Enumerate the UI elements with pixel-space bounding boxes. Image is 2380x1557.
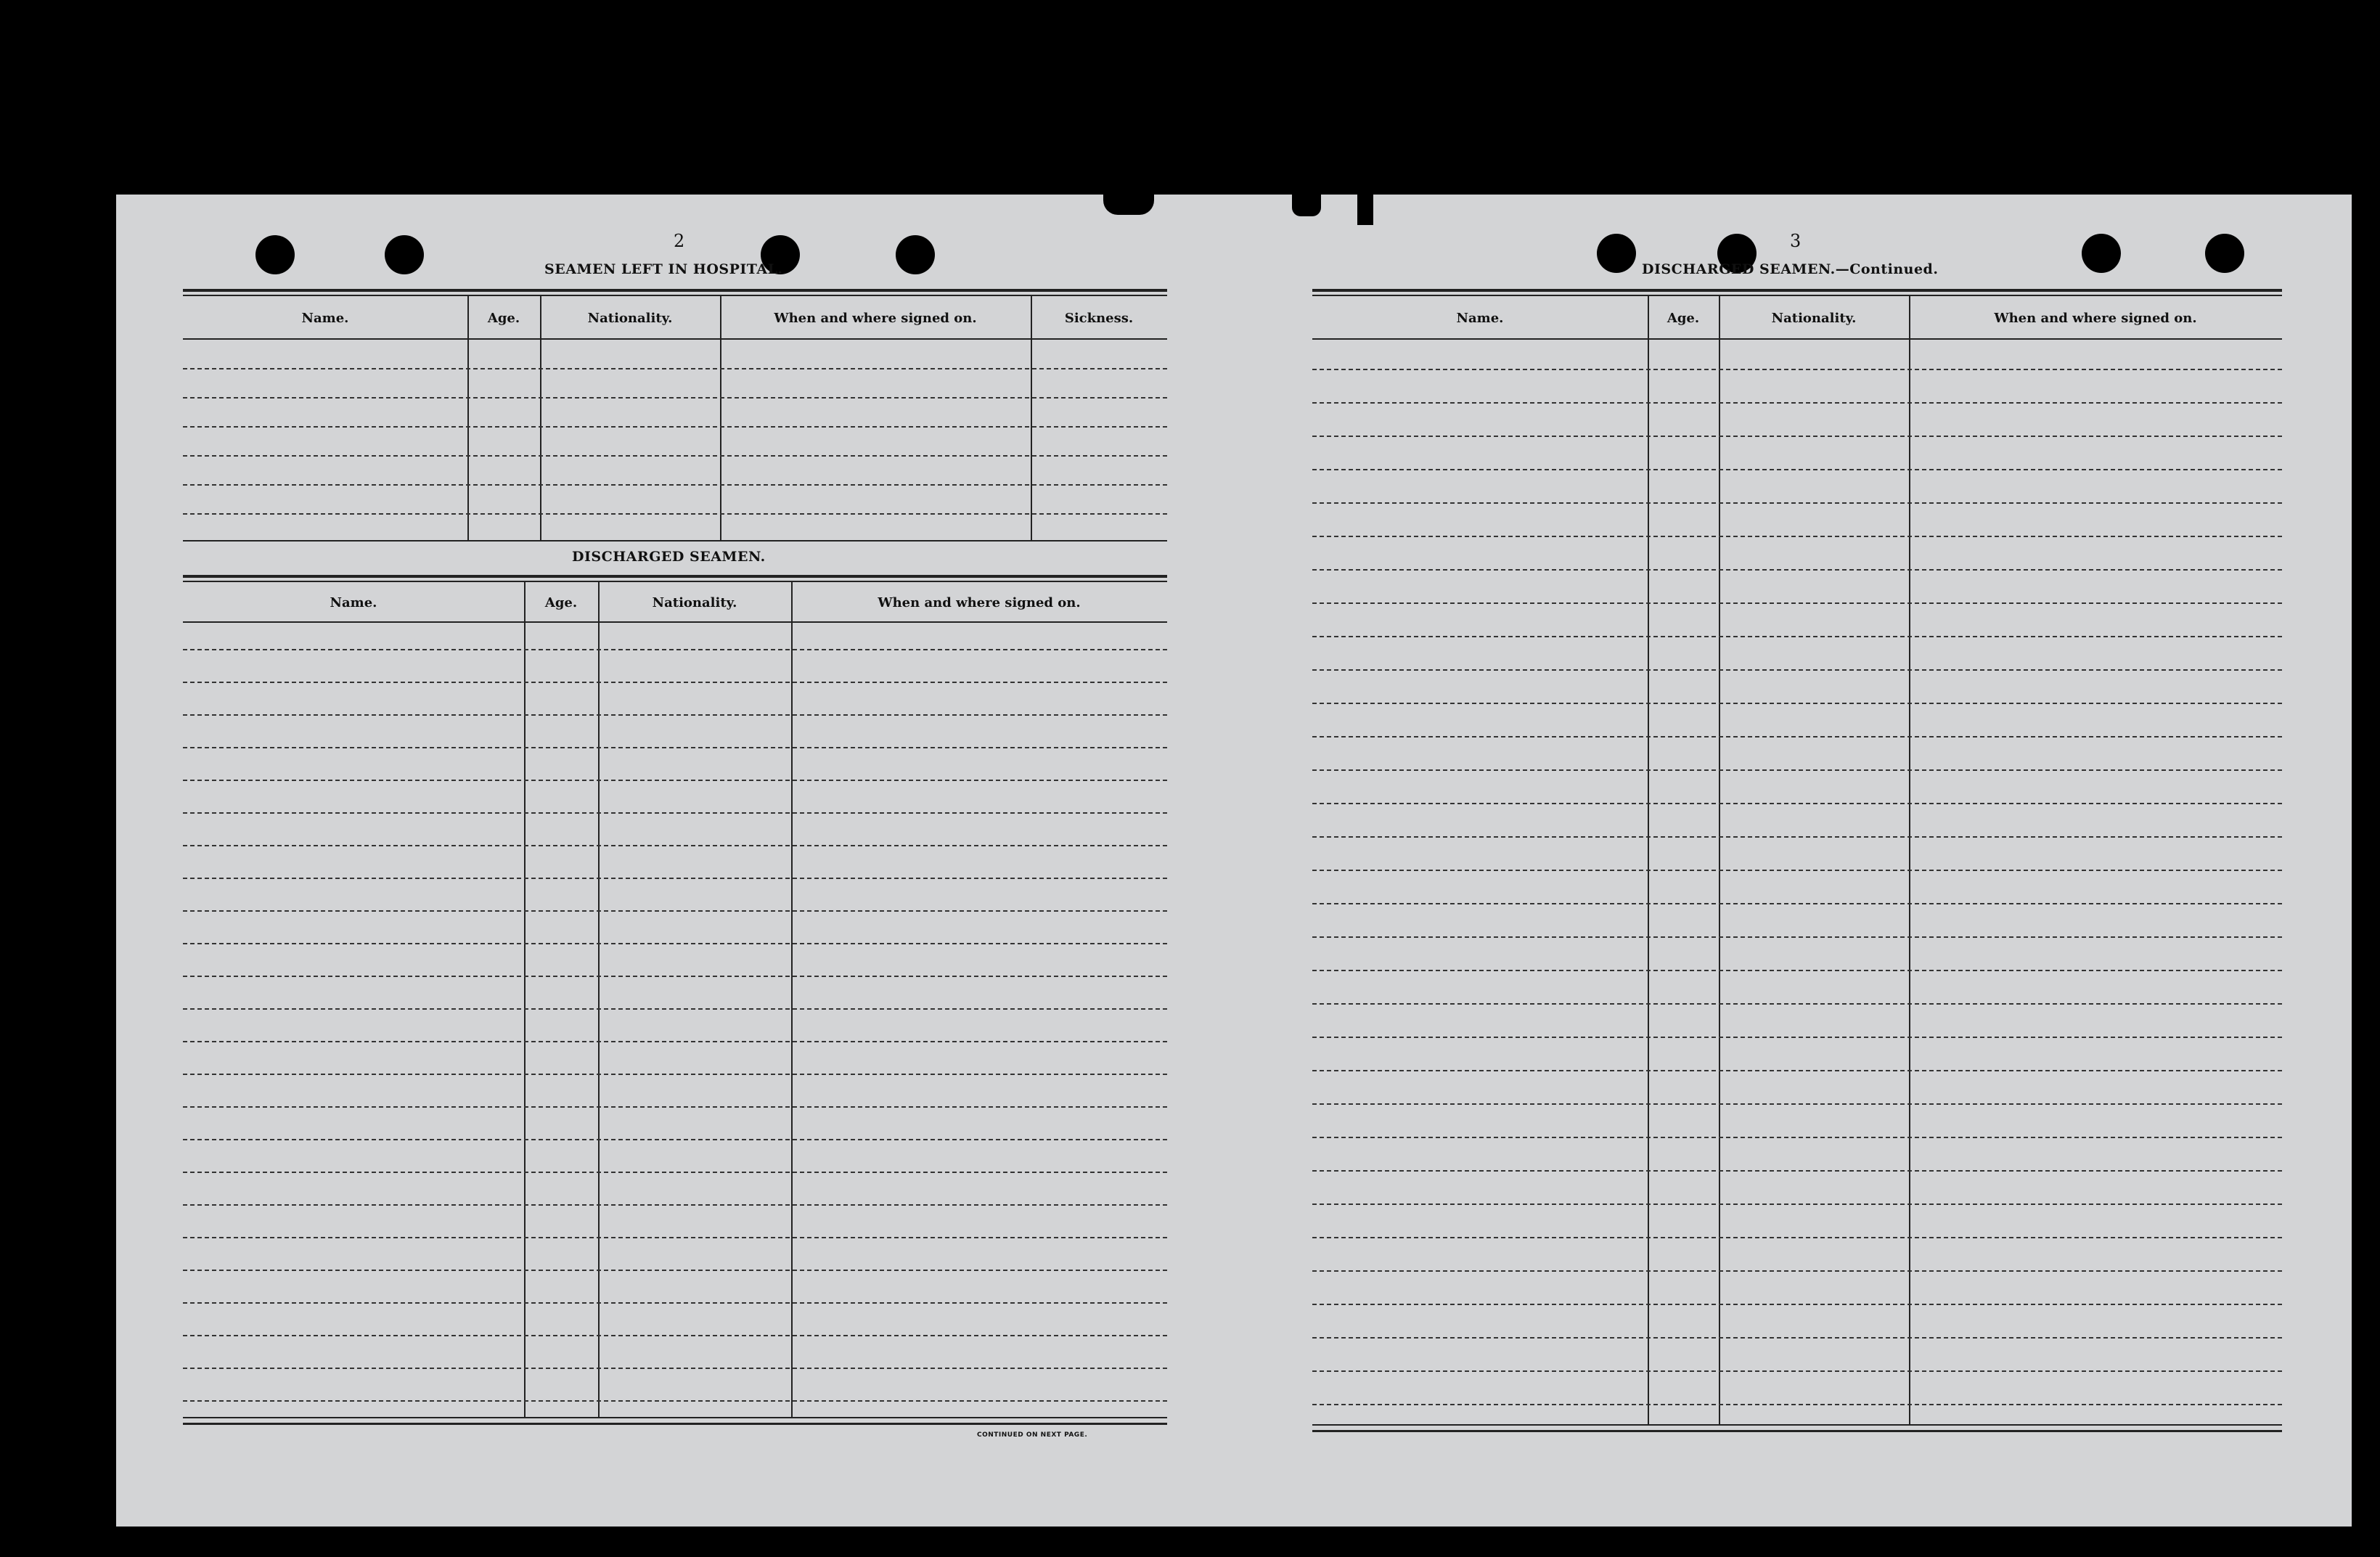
table-row [183, 1302, 1167, 1304]
table-row [1312, 1137, 2282, 1138]
table-row [183, 513, 1167, 515]
table-row [1312, 1170, 2282, 1172]
table-row [1312, 836, 2282, 838]
table-row [1312, 469, 2282, 470]
table-row [183, 878, 1167, 879]
table-row [183, 1074, 1167, 1075]
punch-hole [2205, 234, 2244, 273]
continued-footer: CONTINUED ON NEXT PAGE. [977, 1431, 1088, 1439]
torn-edge [1357, 195, 1373, 225]
punch-hole [1597, 234, 1636, 273]
discharged-rows-left [183, 623, 1167, 1417]
table-row [1312, 1103, 2282, 1105]
table-row [183, 845, 1167, 846]
table-row [1312, 1237, 2282, 1238]
table-row [1312, 536, 2282, 537]
table-row [183, 780, 1167, 781]
discharged-section-title: DISCHARGED SEAMEN. [572, 549, 766, 565]
table-row [183, 1204, 1167, 1206]
torn-edge [1103, 195, 1154, 215]
table-row [183, 1237, 1167, 1238]
table-row [1312, 703, 2282, 704]
table-row [183, 714, 1167, 716]
table-row [1312, 1337, 2282, 1339]
col-header-age: Age. [1667, 311, 1700, 326]
document-sheet [116, 195, 2352, 1527]
table-row [1312, 1070, 2282, 1071]
col-header-name: Name. [301, 311, 349, 326]
table-row [1312, 569, 2282, 571]
table-row [1312, 636, 2282, 637]
table-row [183, 484, 1167, 486]
table-row [1312, 1203, 2282, 1205]
table-row [183, 1400, 1167, 1402]
hospital-section-title: SEAMEN LEFT IN HOSPITAL. [544, 261, 783, 277]
discharged-table-right [1312, 289, 2282, 1437]
table-row [1312, 369, 2282, 370]
table-row [1312, 602, 2282, 604]
col-header-name: Name. [1456, 311, 1504, 326]
table-row [1312, 769, 2282, 771]
table-row [183, 455, 1167, 457]
table-row [1312, 1304, 2282, 1305]
punch-hole [2082, 234, 2121, 273]
hospital-rows [183, 340, 1167, 540]
table-row [1312, 1404, 2282, 1405]
table-row [183, 910, 1167, 912]
col-header-nationality: Nationality. [587, 311, 673, 326]
table-row [183, 1335, 1167, 1336]
table-row [183, 426, 1167, 428]
torn-edge [1292, 195, 1321, 216]
table-row [183, 1172, 1167, 1173]
table-row [183, 747, 1167, 748]
punch-hole [255, 235, 295, 274]
col-header-age: Age. [544, 595, 578, 610]
page-number-left: 2 [674, 231, 685, 251]
table-row [1312, 502, 2282, 504]
table-row [183, 812, 1167, 814]
table-row [1312, 870, 2282, 871]
col-header-nationality: Nationality. [1771, 311, 1857, 326]
col-header-signed-on: When and where signed on. [878, 595, 1081, 610]
table-row [183, 1368, 1167, 1369]
discharged-rows-right [1312, 340, 2282, 1424]
table-row [1312, 402, 2282, 404]
col-header-signed-on: When and where signed on. [774, 311, 977, 326]
table-row [183, 649, 1167, 650]
table-row [1312, 736, 2282, 737]
table-row [183, 682, 1167, 683]
col-header-age: Age. [487, 311, 520, 326]
table-row [1312, 936, 2282, 938]
table-row [1312, 803, 2282, 804]
table-row [1312, 1370, 2282, 1372]
table-row [183, 1106, 1167, 1108]
discharged-continued-title: DISCHARGED SEAMEN.—Continued. [1642, 261, 1939, 277]
discharged-table-left [183, 575, 1167, 1434]
col-header-nationality: Nationality. [652, 595, 737, 610]
punch-hole [896, 235, 935, 274]
table-row [183, 943, 1167, 944]
table-row [1312, 436, 2282, 437]
table-row [183, 368, 1167, 369]
col-header-sickness: Sickness. [1064, 311, 1134, 326]
table-row [183, 397, 1167, 399]
table-row [183, 1139, 1167, 1140]
table-row [183, 1008, 1167, 1010]
table-row [183, 1270, 1167, 1271]
punch-hole [385, 235, 424, 274]
page-number-right: 3 [1790, 231, 1802, 251]
table-row [183, 976, 1167, 977]
table-row [183, 1041, 1167, 1042]
col-header-signed-on: When and where signed on. [1994, 311, 2197, 326]
table-row [1312, 1270, 2282, 1272]
hospital-table [183, 289, 1167, 547]
col-header-name: Name. [330, 595, 377, 610]
table-row [1312, 1003, 2282, 1005]
table-row [1312, 669, 2282, 671]
table-row [1312, 1037, 2282, 1038]
table-row [1312, 970, 2282, 971]
table-row [1312, 903, 2282, 904]
